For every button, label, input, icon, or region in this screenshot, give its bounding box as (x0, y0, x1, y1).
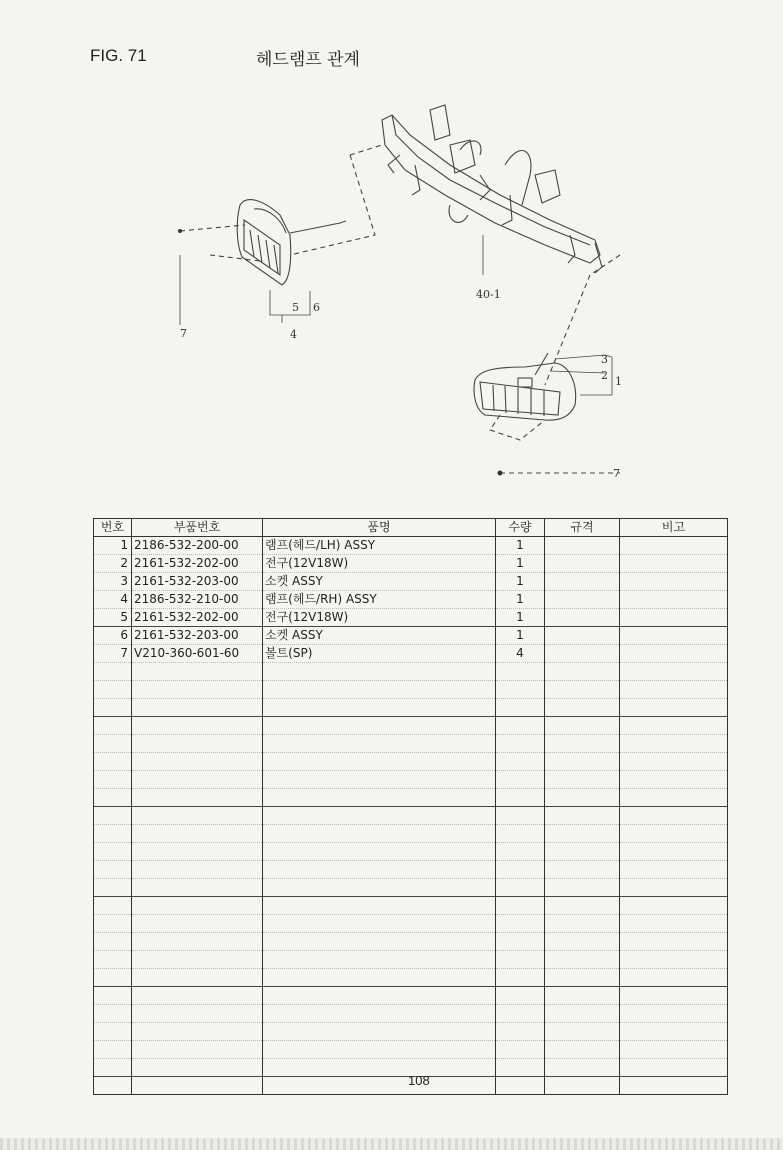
empty-cell (132, 1059, 263, 1077)
empty-cell (496, 951, 545, 969)
row-quantity: 1 (496, 555, 545, 573)
row-quantity: 1 (496, 537, 545, 555)
row-part-number: 2186-532-200-00 (132, 537, 263, 555)
callout-1: 1 (615, 375, 622, 388)
empty-cell (263, 1005, 496, 1023)
row-spec (545, 591, 620, 609)
row-part-name: 램프(헤드/RH) ASSY (263, 591, 496, 609)
empty-cell (620, 987, 728, 1005)
row-part-name: 램프(헤드/LH) ASSY (263, 537, 496, 555)
empty-cell (263, 699, 496, 717)
row-part-number: 2161-532-202-00 (132, 555, 263, 573)
callout-4: 4 (290, 328, 297, 341)
empty-cell (94, 1005, 132, 1023)
row-remarks (620, 537, 728, 555)
empty-cell (545, 753, 620, 771)
empty-cell (545, 771, 620, 789)
row-part-number: 2161-532-203-00 (132, 627, 263, 645)
parts-list-table (93, 518, 728, 1095)
empty-cell (496, 879, 545, 897)
row-part-name: 소켓 ASSY (263, 627, 496, 645)
empty-cell (496, 897, 545, 915)
empty-cell (496, 969, 545, 987)
empty-table-row (94, 843, 728, 861)
empty-cell (132, 933, 263, 951)
header-part-number: 부품번호 (132, 519, 263, 537)
empty-cell (132, 771, 263, 789)
empty-cell (496, 699, 545, 717)
empty-cell (263, 915, 496, 933)
empty-cell (132, 735, 263, 753)
empty-cell (496, 1005, 545, 1023)
row-part-name: 소켓 ASSY (263, 573, 496, 591)
empty-cell (263, 663, 496, 681)
row-quantity: 1 (496, 627, 545, 645)
empty-cell (132, 663, 263, 681)
empty-cell (94, 699, 132, 717)
empty-cell (263, 789, 496, 807)
empty-cell (263, 951, 496, 969)
empty-cell (132, 681, 263, 699)
empty-cell (620, 951, 728, 969)
row-number: 6 (94, 627, 132, 645)
empty-cell (545, 933, 620, 951)
row-number: 1 (94, 537, 132, 555)
left-headlamp-drawing (237, 200, 346, 285)
empty-cell (545, 717, 620, 735)
empty-cell (620, 1041, 728, 1059)
empty-cell (94, 807, 132, 825)
row-number: 5 (94, 609, 132, 627)
row-part-name: 전구(12V18W) (263, 609, 496, 627)
empty-cell (545, 663, 620, 681)
empty-cell (620, 915, 728, 933)
empty-cell (620, 933, 728, 951)
empty-cell (496, 753, 545, 771)
row-part-number: 2161-532-203-00 (132, 573, 263, 591)
empty-cell (132, 1023, 263, 1041)
empty-cell (620, 717, 728, 735)
row-spec (545, 573, 620, 591)
empty-cell (263, 807, 496, 825)
table-row (94, 645, 728, 663)
empty-cell (545, 987, 620, 1005)
empty-cell (132, 753, 263, 771)
row-number: 4 (94, 591, 132, 609)
empty-table-row (94, 951, 728, 969)
row-quantity: 4 (496, 645, 545, 663)
empty-cell (620, 1005, 728, 1023)
empty-cell (496, 825, 545, 843)
empty-cell (620, 825, 728, 843)
empty-cell (620, 897, 728, 915)
empty-cell (620, 753, 728, 771)
row-quantity: 1 (496, 609, 545, 627)
callout-6: 6 (313, 301, 320, 314)
row-remarks (620, 555, 728, 573)
empty-cell (263, 861, 496, 879)
table-row (94, 591, 728, 609)
empty-cell (94, 1059, 132, 1077)
row-spec (545, 555, 620, 573)
row-quantity: 1 (496, 573, 545, 591)
empty-cell (496, 663, 545, 681)
empty-cell (132, 1005, 263, 1023)
empty-cell (94, 1023, 132, 1041)
row-spec (545, 627, 620, 645)
empty-cell (263, 825, 496, 843)
row-number: 2 (94, 555, 132, 573)
empty-cell (496, 1077, 545, 1095)
row-remarks (620, 573, 728, 591)
empty-cell (94, 1077, 132, 1095)
empty-cell (94, 933, 132, 951)
empty-cell (94, 987, 132, 1005)
bolt-marker-right (498, 471, 503, 476)
empty-table-row (94, 681, 728, 699)
empty-table-row (94, 771, 728, 789)
empty-cell (94, 861, 132, 879)
empty-cell (620, 771, 728, 789)
empty-cell (132, 879, 263, 897)
empty-cell (496, 987, 545, 1005)
empty-cell (496, 861, 545, 879)
empty-cell (263, 681, 496, 699)
empty-table-row (94, 717, 728, 735)
empty-cell (132, 969, 263, 987)
empty-cell (545, 807, 620, 825)
assembly-leader-lines (180, 145, 620, 473)
empty-cell (545, 735, 620, 753)
header-quantity: 수량 (496, 519, 545, 537)
empty-cell (545, 1077, 620, 1095)
empty-table-row (94, 825, 728, 843)
empty-cell (132, 825, 263, 843)
empty-cell (94, 897, 132, 915)
row-part-name: 전구(12V18W) (263, 555, 496, 573)
empty-cell (545, 969, 620, 987)
empty-cell (263, 735, 496, 753)
empty-table-row (94, 987, 728, 1005)
empty-cell (94, 681, 132, 699)
empty-cell (496, 807, 545, 825)
row-remarks (620, 627, 728, 645)
empty-cell (620, 681, 728, 699)
right-headlamp-drawing (474, 353, 576, 420)
empty-cell (545, 879, 620, 897)
figure-number: FIG. 71 (90, 46, 147, 65)
empty-table-row (94, 879, 728, 897)
callout-3: 3 (601, 353, 608, 366)
empty-cell (545, 861, 620, 879)
exploded-parts-diagram (150, 95, 620, 495)
row-remarks (620, 591, 728, 609)
empty-cell (620, 807, 728, 825)
callout-40-1: 40-1 (476, 288, 501, 301)
empty-cell (94, 753, 132, 771)
empty-cell (620, 699, 728, 717)
empty-cell (545, 789, 620, 807)
empty-table-row (94, 735, 728, 753)
empty-cell (132, 699, 263, 717)
empty-table-row (94, 789, 728, 807)
empty-table-row (94, 1023, 728, 1041)
empty-cell (545, 915, 620, 933)
empty-table-row (94, 663, 728, 681)
empty-cell (94, 735, 132, 753)
empty-cell (620, 969, 728, 987)
empty-cell (263, 843, 496, 861)
empty-table-row (94, 699, 728, 717)
empty-cell (620, 735, 728, 753)
empty-cell (132, 717, 263, 735)
empty-table-row (94, 897, 728, 915)
empty-table-row (94, 1041, 728, 1059)
empty-cell (545, 1023, 620, 1041)
empty-table-row (94, 1005, 728, 1023)
empty-cell (94, 771, 132, 789)
table-row (94, 573, 728, 591)
bolt-marker-left (178, 229, 182, 233)
empty-cell (496, 915, 545, 933)
table-row (94, 627, 728, 645)
empty-cell (620, 1059, 728, 1077)
empty-cell (132, 987, 263, 1005)
row-remarks (620, 609, 728, 627)
empty-cell (94, 663, 132, 681)
empty-cell (132, 789, 263, 807)
empty-cell (263, 879, 496, 897)
row-number: 7 (94, 645, 132, 663)
empty-cell (94, 969, 132, 987)
empty-cell (496, 1041, 545, 1059)
empty-cell (620, 1077, 728, 1095)
callout-7-right: 7 (613, 467, 620, 480)
empty-cell (263, 1059, 496, 1077)
header-remarks: 비고 (620, 519, 728, 537)
callout-7-left: 7 (180, 327, 187, 340)
empty-cell (496, 717, 545, 735)
empty-cell (496, 1059, 545, 1077)
row-remarks (620, 645, 728, 663)
empty-table-row (94, 933, 728, 951)
table-row (94, 555, 728, 573)
empty-table-row (94, 969, 728, 987)
empty-cell (496, 843, 545, 861)
empty-cell (496, 789, 545, 807)
empty-cell (496, 1023, 545, 1041)
empty-cell (620, 1023, 728, 1041)
table-header-row (94, 519, 728, 537)
empty-cell (545, 681, 620, 699)
row-spec (545, 645, 620, 663)
callout-2: 2 (601, 369, 608, 382)
page-number: 108 (408, 1073, 430, 1088)
row-number: 3 (94, 573, 132, 591)
empty-cell (545, 843, 620, 861)
empty-cell (94, 843, 132, 861)
empty-cell (263, 771, 496, 789)
empty-cell (132, 1041, 263, 1059)
empty-cell (545, 825, 620, 843)
table-row (94, 609, 728, 627)
empty-cell (132, 861, 263, 879)
empty-cell (94, 825, 132, 843)
empty-cell (496, 681, 545, 699)
empty-cell (620, 879, 728, 897)
empty-cell (94, 717, 132, 735)
empty-cell (620, 663, 728, 681)
empty-cell (263, 1041, 496, 1059)
empty-cell (496, 933, 545, 951)
empty-cell (132, 807, 263, 825)
empty-cell (94, 915, 132, 933)
header-number: 번호 (94, 519, 132, 537)
empty-cell (263, 933, 496, 951)
empty-cell (620, 843, 728, 861)
empty-cell (132, 843, 263, 861)
empty-table-row (94, 861, 728, 879)
row-spec (545, 537, 620, 555)
empty-cell (545, 699, 620, 717)
chassis-frame-drawing (382, 105, 602, 273)
row-part-name: 볼트(SP) (263, 645, 496, 663)
row-part-number: V210-360-601-60 (132, 645, 263, 663)
empty-cell (94, 951, 132, 969)
empty-cell (263, 897, 496, 915)
empty-cell (132, 915, 263, 933)
callout-5: 5 (292, 301, 299, 314)
empty-cell (94, 789, 132, 807)
row-quantity: 1 (496, 591, 545, 609)
empty-cell (545, 897, 620, 915)
empty-cell (132, 951, 263, 969)
row-part-number: 2161-532-202-00 (132, 609, 263, 627)
empty-cell (496, 771, 545, 789)
empty-table-row (94, 753, 728, 771)
empty-cell (545, 951, 620, 969)
empty-cell (132, 1077, 263, 1095)
empty-cell (263, 1077, 496, 1095)
empty-table-row (94, 915, 728, 933)
row-spec (545, 609, 620, 627)
empty-cell (545, 1041, 620, 1059)
table-row (94, 537, 728, 555)
row-part-number: 2186-532-210-00 (132, 591, 263, 609)
empty-cell (263, 717, 496, 735)
figure-title: 헤드램프 관계 (256, 50, 360, 70)
empty-cell (94, 879, 132, 897)
empty-cell (620, 789, 728, 807)
empty-cell (620, 861, 728, 879)
empty-cell (263, 1023, 496, 1041)
empty-cell (263, 753, 496, 771)
empty-table-row (94, 807, 728, 825)
empty-cell (496, 735, 545, 753)
empty-cell (545, 1005, 620, 1023)
empty-cell (94, 1041, 132, 1059)
header-spec: 규격 (545, 519, 620, 537)
empty-cell (263, 969, 496, 987)
empty-cell (545, 1059, 620, 1077)
header-part-name: 품명 (263, 519, 496, 537)
empty-cell (263, 987, 496, 1005)
empty-cell (132, 897, 263, 915)
scan-edge (0, 1138, 783, 1150)
